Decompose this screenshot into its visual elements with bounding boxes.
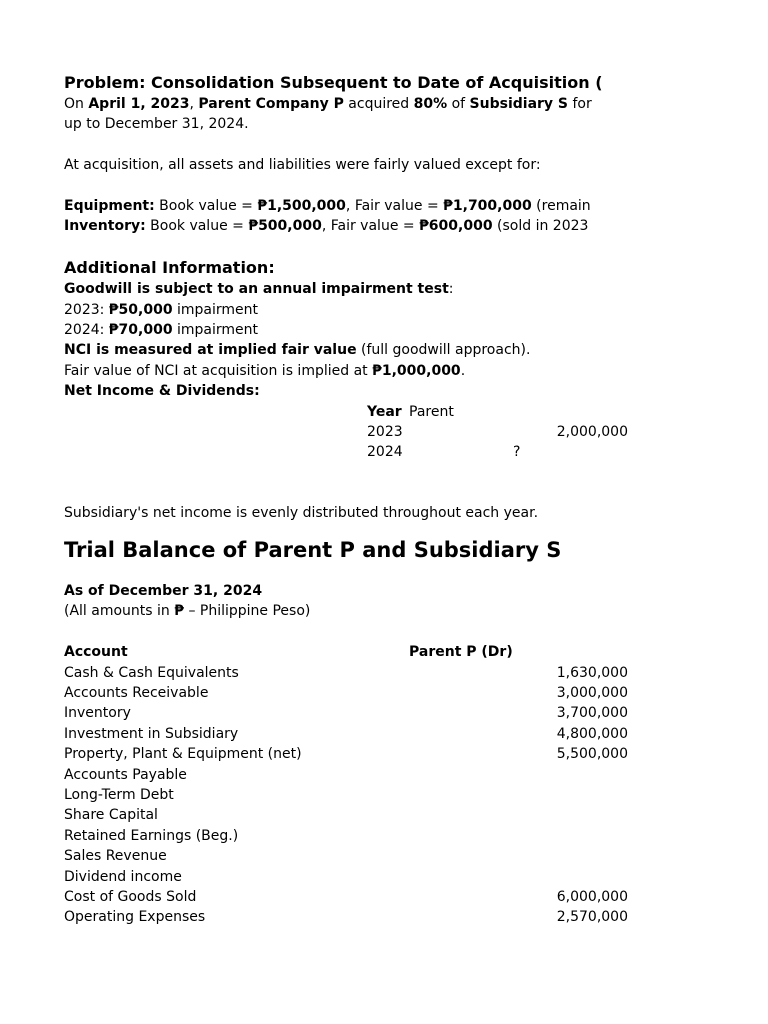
problem-title: Problem: Consolidation Subsequent to Date of Acquisition (	[64, 73, 603, 92]
table-row	[64, 887, 628, 907]
account-name: Sales Revenue	[64, 848, 167, 865]
intro-line-1	[64, 94, 628, 114]
parent-dr-amount: 1,630,000	[556, 664, 628, 681]
goodwill-text: Goodwill is subject to an annual impairment test	[64, 281, 449, 298]
account-name: Cash & Cash Equivalents	[64, 664, 239, 681]
account-name: Dividend income	[64, 868, 182, 885]
text: impairment	[172, 301, 259, 318]
account-name: Accounts Receivable	[64, 685, 209, 702]
parent-name: Parent Company P	[198, 96, 344, 112]
table-row	[64, 805, 628, 825]
as-of-date: As of December 31, 2024	[64, 583, 263, 600]
impairment-2024	[64, 320, 628, 340]
inventory-line	[64, 216, 628, 236]
account-name: Investment in Subsidiary	[64, 725, 239, 742]
intro-text: of	[447, 96, 470, 112]
intro-text: for	[568, 96, 592, 112]
currency-note	[64, 601, 628, 621]
ownership-percent: 80%	[413, 96, 448, 112]
intro-text: On	[64, 96, 89, 112]
impairment-2023	[64, 300, 628, 320]
ni-row-value: 2,000,000	[556, 424, 628, 441]
col-account: Account	[64, 644, 128, 661]
table-row	[64, 785, 628, 805]
text: Book value =	[154, 198, 258, 214]
text: 2024:	[64, 322, 109, 339]
parent-dr-amount: 6,000,000	[556, 888, 628, 905]
fair-value-intro: At acquisition, all assets and liabilities were fairly valued except for:	[64, 157, 541, 174]
text: (All amounts in	[64, 603, 175, 620]
additional-info-heading: Additional Information:	[64, 258, 275, 278]
ni-row-year: 2024	[367, 444, 403, 461]
net-income-heading-text: Net Income & Dividends:	[64, 383, 260, 400]
col-parent-dr: Parent P (Dr)	[409, 644, 513, 661]
table-row	[64, 683, 628, 703]
account-name: Inventory	[64, 705, 131, 722]
table-row	[64, 703, 628, 723]
text: impairment	[172, 322, 259, 339]
inventory-fair-value: ₱600,000	[419, 218, 493, 235]
text: Book value =	[145, 218, 249, 235]
equipment-book-value: ₱1,500,000	[257, 198, 346, 214]
text: (remain	[531, 198, 591, 214]
subsidiary-name: Subsidiary S	[469, 96, 569, 112]
equipment-line	[64, 196, 628, 216]
intro-line-2: up to December 31, 2024.	[64, 116, 249, 133]
goodwill-line	[64, 279, 628, 299]
account-name: Accounts Payable	[64, 766, 187, 783]
account-name: Share Capital	[64, 807, 158, 824]
account-name: Long-Term Debt	[64, 786, 174, 803]
equipment-label: Equipment:	[64, 198, 155, 214]
peso-symbol: ₱	[174, 603, 184, 620]
text: (sold in 2023	[492, 218, 589, 235]
account-name: Operating Expenses	[64, 909, 206, 926]
inventory-book-value: ₱500,000	[248, 218, 322, 235]
ni-col-parent: Parent	[409, 403, 454, 420]
account-name: Cost of Goods Sold	[64, 888, 197, 905]
table-row	[64, 826, 628, 846]
equipment-fair-value: ₱1,700,000	[443, 198, 532, 214]
ni-row-parent: ?	[513, 444, 521, 461]
table-row	[64, 867, 628, 887]
nci-line	[64, 340, 628, 360]
ni-col-year: Year	[367, 403, 402, 420]
text: :	[448, 281, 454, 298]
table-row	[64, 744, 628, 764]
intro-text: ,	[189, 96, 199, 112]
trial-balance-date	[64, 581, 628, 601]
net-income-heading	[64, 381, 628, 401]
text: , Fair value =	[321, 218, 420, 235]
table-row	[64, 663, 628, 683]
parent-dr-amount: 5,500,000	[556, 746, 628, 763]
inventory-label: Inventory:	[64, 218, 146, 235]
table-row	[64, 724, 628, 744]
table-row	[64, 907, 628, 927]
table-row	[64, 846, 628, 866]
impairment-amount: ₱70,000	[108, 322, 173, 339]
parent-dr-amount: 3,700,000	[556, 705, 628, 722]
text: – Philippine Peso)	[184, 603, 311, 620]
parent-dr-amount: 3,000,000	[556, 685, 628, 702]
parent-dr-amount: 4,800,000	[556, 725, 628, 742]
nci-text: NCI is measured at implied fair value	[64, 342, 357, 359]
text: 2023:	[64, 301, 109, 318]
impairment-amount: ₱50,000	[108, 301, 173, 318]
table-row	[64, 765, 628, 785]
acquisition-date: April 1, 2023	[88, 96, 190, 112]
trial-balance-title: Trial Balance of Parent P and Subsidiary S	[64, 538, 562, 563]
account-name: Property, Plant & Equipment (net)	[64, 746, 302, 763]
nci-fair-value-line	[64, 361, 628, 381]
parent-dr-amount: 2,570,000	[556, 909, 628, 926]
income-distribution-note: Subsidiary's net income is evenly distributed throughout each year.	[64, 504, 539, 521]
text: Fair value of NCI at acquisition is implied at	[64, 362, 373, 379]
text: (full goodwill approach).	[356, 342, 531, 359]
account-name: Retained Earnings (Beg.)	[64, 827, 239, 844]
trial-balance-table	[64, 642, 628, 927]
intro-text: acquired	[343, 96, 414, 112]
document-page	[64, 70, 628, 928]
table-header-row	[64, 642, 628, 662]
net-income-table	[64, 402, 628, 463]
ni-row-year: 2023	[367, 424, 403, 441]
nci-fair-value: ₱1,000,000	[372, 362, 461, 379]
text: , Fair value =	[345, 198, 444, 214]
text: .	[460, 362, 466, 379]
